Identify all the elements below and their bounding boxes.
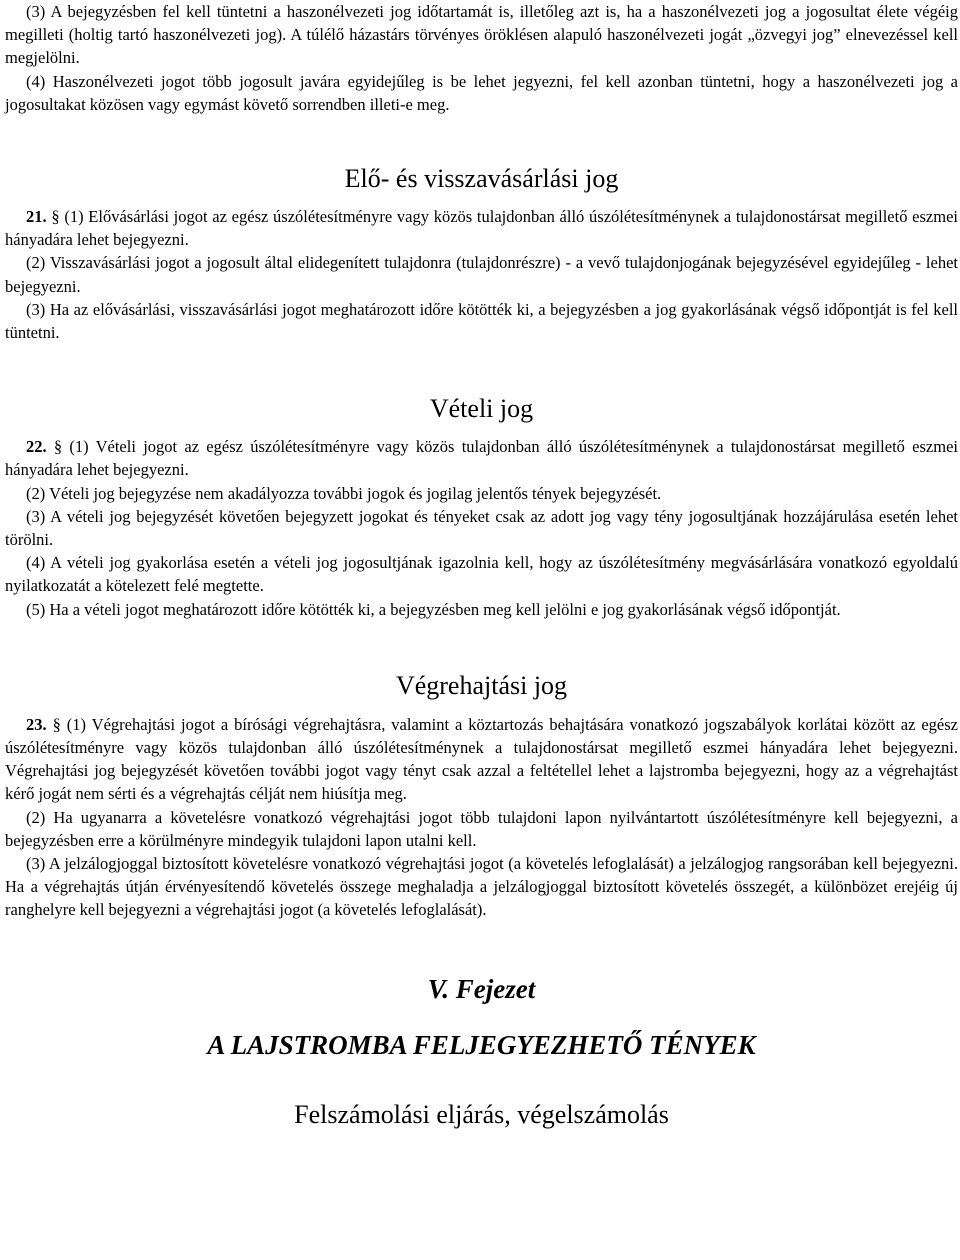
section-number: 21. <box>26 207 47 227</box>
section-heading-vegrehajtasi: Végrehajtási jog <box>395 670 568 700</box>
section-21-paragraph-2: (2) Visszavásárlási jogot a jogosult által elidegenített tulajdonra (tulajdonrészre) - a vevő tulajdonjogának bejegyzésével egyidejűleg - lehet bejegyezni. <box>5 253 958 296</box>
section-21-paragraph-3: (3) Ha az elővásárlási, visszavásárlási jogot meghatározott időre kötötték ki, a bejegyzésben a jog gyakorlásának végső időpontját is fel kell tüntetni. <box>5 299 958 343</box>
section-number: 22. <box>26 437 47 457</box>
section-23-paragraph-1 <box>5 713 958 806</box>
section-22-paragraph-2: (2) Vételi jog bejegyzése nem akadályozza további jogok és jogilag jelentős tények bejegyzését. <box>26 483 662 503</box>
section-heading-felszamolasi: Felszámolási eljárás, végelszámolás <box>294 1099 669 1129</box>
paragraph-haszonelvezet-3: (3) A bejegyzésben fel kell tüntetni a haszonélvezeti jog időtartamát is, illetőleg azt is, ha a haszonélvezeti jog a jogosultat élete végéig megilleti (holtig tartó haszonélvezeti jog). A túlélő házastárs törvényes öröklésen alapuló haszonélvezeti jogát „özvegyi jog” elnevezéssel kell megjelölni. <box>5 2 958 68</box>
section-22-paragraph-5: (5) Ha a vételi jogot meghatározott időre kötötték ki, a bejegyzésben meg kell jelölni e jog gyakorlásának végső időpontját. <box>26 599 841 619</box>
paragraph-text: § (1) Vételi jogot az egész úszólétesítményre vagy közös tulajdonban álló úszólétesítménynek a tulajdonostársat megillető eszmei hányadára lehet bejegyezni. <box>5 437 958 480</box>
section-23-paragraph-2: (2) Ha ugyanarra a követelésre vonatkozó végrehajtási jogot több tulajdoni lapon nyilvántartott úszólétesítményre kell bejegyezni, a bejegyzésben erre a körülményre mindegyik tulajdoni lapon utalni kell. <box>5 807 958 850</box>
section-heading-veteli: Vételi jog <box>429 394 534 424</box>
chapter-title: A LAJSTROMBA FELJEGYEZHETŐ TÉNYEK <box>207 1029 756 1060</box>
document-page <box>5 0 958 1130</box>
section-22-paragraph-1 <box>5 435 958 481</box>
paragraph-haszonelvezet-4: (4) Haszonélvezeti jogot több jogosult javára egyidejűleg is be lehet jegyezni, fel kell azonban tüntetni, hogy a haszonélvezeti jog a jogosultakat közösen vagy egymást követő sorrendben illeti-e meg. <box>5 71 958 114</box>
section-21-paragraph-1 <box>5 205 958 251</box>
chapter-number: V. Fejezet <box>427 973 536 1004</box>
section-number: 23. <box>26 714 47 734</box>
section-22-paragraph-3: (3) A vételi jog bejegyzését követően bejegyzett jogokat és tényeket csak az adott jog vagy tény jogosultjának hozzájárulása esetén lehet törölni. <box>5 506 958 550</box>
paragraph-text: § (1) Elővásárlási jogot az egész úszólétesítményre vagy közös tulajdonban álló úszólétesítménynek a tulajdonostársat megillető eszmei hányadára lehet bejegyezni. <box>5 207 958 250</box>
section-23-paragraph-3: (3) A jelzálogjoggal biztosított követelésre vonatkozó végrehajtási jogot (a követelés lefoglalását) a jelzálogjog rangsorában kell bejegyezni. Ha a végrehajtás útján érvényesítendő követelés összege meghaladja a jelzálogjoggal biztosított követelés összegét, a különbözet erejéig új ranghelyre kell bejegyezni a végrehajtási jogot (a követelés lefoglalását). <box>5 854 958 920</box>
section-heading-elovasarlasi: Elő- és visszavásárlási jog <box>344 164 619 194</box>
section-22-paragraph-4: (4) A vételi jog gyakorlása esetén a vételi jog jogosultjának igazolnia kell, hogy az úszólétesítmény megvásárlására vonatkozó egyoldalú nyilatkozatát a kötelezett felé megtette. <box>5 553 958 596</box>
paragraph-text: § (1) Végrehajtási jogot a bírósági végrehajtásra, valamint a köztartozás behajtására vonatkozó jogszabályok korlátai között az egész úszólétesítményre vagy közös tulajdonban álló úszólétesítménynek a tulajdonostársat megillető eszmei hányadára lehet bejegyezni. Végrehajtási jog bejegyzését követően további jogot vagy tényt csak azzal a feltétellel lehet a lajstromba bejegyezni, hogy az a végrehajtást kérő jogát nem sérti és a végrehajtás célját nem hiúsítja meg. <box>5 714 958 804</box>
